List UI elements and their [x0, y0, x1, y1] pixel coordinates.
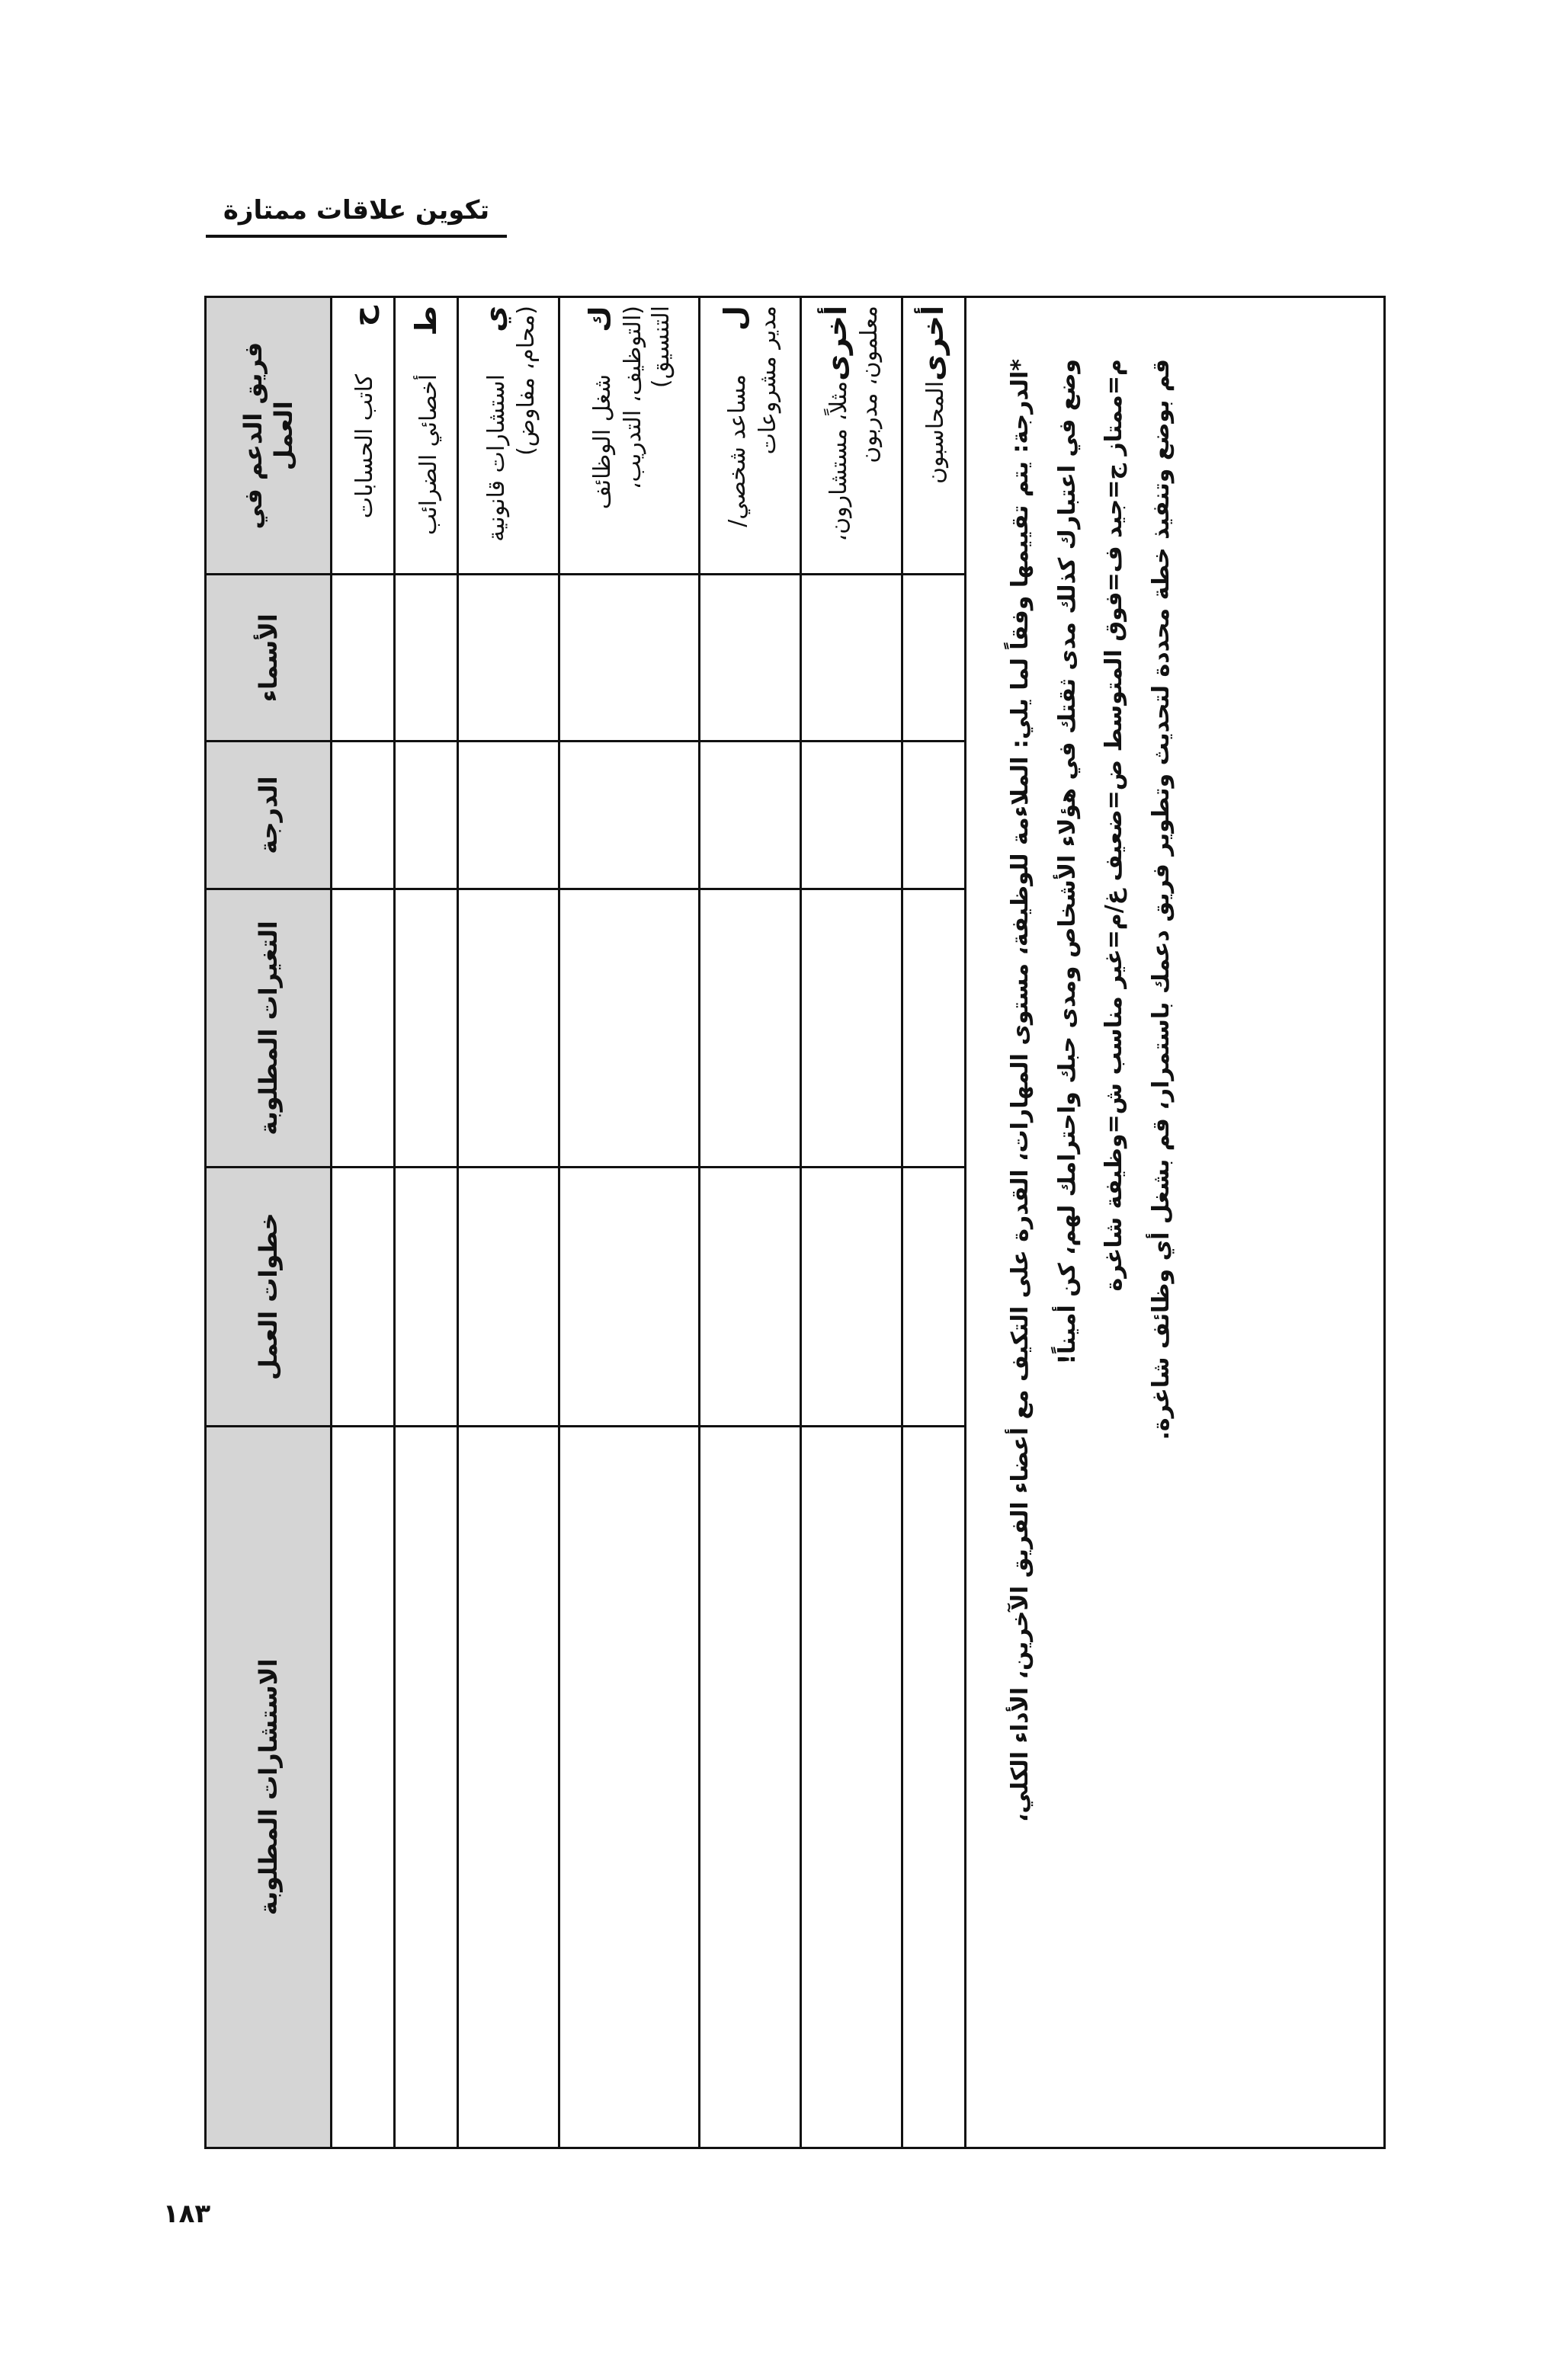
empty-cell[interactable] [902, 1426, 965, 2148]
empty-cell[interactable] [332, 889, 395, 1167]
empty-cell[interactable] [332, 741, 395, 889]
running-header-title: تكوين علاقات ممتازة [206, 189, 507, 238]
empty-cell[interactable] [902, 575, 965, 742]
empty-cell[interactable] [902, 741, 965, 889]
empty-cell[interactable] [800, 575, 902, 742]
empty-cell[interactable] [395, 889, 458, 1167]
empty-cell[interactable] [699, 1426, 800, 2148]
empty-cell[interactable] [800, 741, 902, 889]
empty-cell[interactable] [395, 575, 458, 742]
team-role: كاتب الحسابات [351, 374, 379, 519]
empty-cell[interactable] [559, 575, 699, 742]
table-row [699, 297, 800, 2148]
empty-cell[interactable] [559, 1167, 699, 1426]
team-cell [332, 297, 395, 575]
column-header-changes: التغيرات المطلوبة [206, 889, 332, 1167]
row-letter: ك [583, 306, 617, 332]
table-row [902, 297, 965, 2148]
empty-cell[interactable] [458, 1167, 559, 1426]
empty-cell[interactable] [458, 889, 559, 1167]
empty-cell[interactable] [699, 575, 800, 742]
rating-notes [966, 296, 1386, 2149]
team-role: مساعد شخصي/مدير مشروعات [724, 306, 781, 527]
empty-cell[interactable] [332, 1167, 395, 1426]
empty-cell[interactable] [395, 741, 458, 889]
empty-cell[interactable] [902, 889, 965, 1167]
team-role: مثلاً، مستشارون، معلمون، مدربون [825, 306, 883, 542]
note-line: قم بوضع وتنفيذ خطة محددة لتحديث وتطوير فريق دعمك باستمرار، قم بشغل أي وظائف شاغرة. [1147, 359, 1175, 1440]
table-row [559, 297, 699, 2148]
column-header-steps: خطوات العمل [206, 1167, 332, 1426]
column-header-consultations: الاستشارات المطلوبة [206, 1426, 332, 2148]
row-letter: ي [476, 306, 511, 332]
row-letter: ح [345, 306, 380, 327]
table-row [458, 297, 559, 2148]
page-number: ١٨٣ [162, 2199, 211, 2229]
empty-cell[interactable] [902, 1167, 965, 1426]
empty-cell[interactable] [559, 741, 699, 889]
empty-cell[interactable] [458, 1426, 559, 2148]
column-header-names: الأسماء [206, 575, 332, 742]
empty-cell[interactable] [395, 1426, 458, 2148]
team-role: شغل الوظائف (التوظيف، التدريب، التنسيق) [589, 306, 675, 510]
team-cell [559, 297, 699, 575]
row-letter: أخرى [916, 306, 950, 381]
team-cell [458, 297, 559, 575]
empty-cell[interactable] [699, 741, 800, 889]
note-line: *الدرجة: يتم تقييمها وفقاً لما يلي: الملاءمة للوظيفة، مستوى المهارات، القدرة على التكيف مع أعضاء الفريق الآخرين، الأداء الكلي، [1007, 359, 1034, 1822]
team-cell [699, 297, 800, 575]
table-row [800, 297, 902, 2148]
note-line: وضع في اعتبارك كذلك مدى ثقتك في هؤلاء الأشخاص ومدى حبك واحترامك لهم، كن أميناً! [1053, 359, 1081, 1365]
team-role: المحاسبون [922, 380, 950, 484]
empty-cell[interactable] [559, 889, 699, 1167]
empty-cell[interactable] [395, 1167, 458, 1426]
empty-cell[interactable] [800, 1167, 902, 1426]
row-letter: ل [718, 306, 752, 331]
empty-cell[interactable] [458, 741, 559, 889]
empty-cell[interactable] [458, 575, 559, 742]
note-line: م=ممتاز ج=جيد ف=فوق المتوسط ض=ضعيف غ/م=غير مناسب ش=وظيفة شاغرة [1101, 359, 1127, 1292]
rotated-content [204, 296, 1386, 2149]
empty-cell[interactable] [699, 1167, 800, 1426]
column-header-rating: الدرجة [206, 741, 332, 889]
rotated-table-area [204, 296, 1386, 2149]
team-cell [902, 297, 965, 575]
support-team-table [204, 296, 966, 2149]
empty-cell[interactable] [559, 1426, 699, 2148]
team-cell [395, 297, 458, 575]
table-row [395, 297, 458, 2148]
table-row [332, 297, 395, 2148]
empty-cell[interactable] [332, 1426, 395, 2148]
empty-cell[interactable] [800, 889, 902, 1167]
row-letter: أخرى [819, 306, 854, 381]
row-letter: ط [409, 306, 443, 336]
empty-cell[interactable] [332, 575, 395, 742]
team-role: استشارات قانونية (محام، مفاوض) [482, 306, 540, 542]
column-header-team: فريق الدعم في العمل [206, 297, 332, 575]
table-header-row [206, 297, 332, 2148]
team-role: أخصائي الضرائب [415, 374, 442, 536]
empty-cell[interactable] [699, 889, 800, 1167]
empty-cell[interactable] [800, 1426, 902, 2148]
team-cell [800, 297, 902, 575]
